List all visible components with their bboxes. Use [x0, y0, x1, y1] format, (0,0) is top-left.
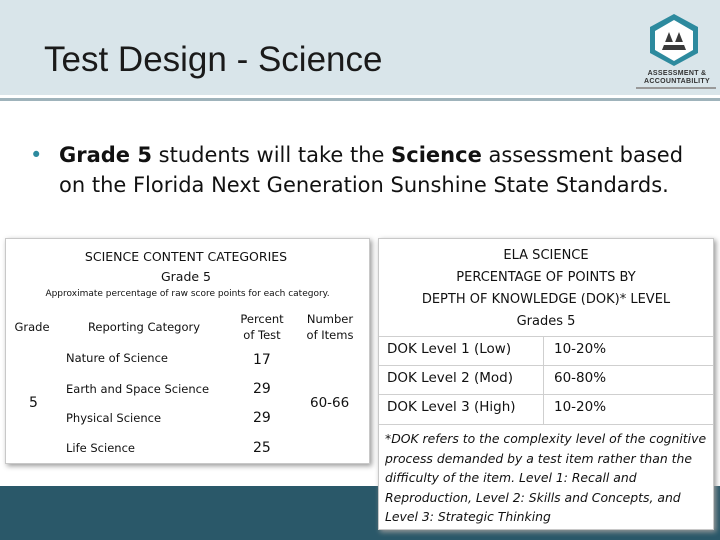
- table-row-category: Life Science: [66, 441, 135, 455]
- dok-level: DOK Level 2 (Mod): [387, 370, 513, 386]
- dok-row: [379, 394, 713, 425]
- science-table-title: [66, 247, 306, 287]
- dok-separator: [543, 366, 544, 395]
- bullet-text: [59, 140, 699, 200]
- science-table-note: Approximate percentage of raw score points for each category.: [45, 289, 330, 299]
- col-header-percent: Percent of Test: [240, 312, 284, 342]
- slide-header: [0, 0, 720, 102]
- table-row-category: Physical Science: [66, 411, 162, 425]
- grade-value: 5: [29, 395, 38, 411]
- table-row-percent: 25: [253, 440, 271, 456]
- dok-levels-panel: [378, 238, 714, 530]
- bullet-seg-grade: Grade 5: [59, 143, 152, 167]
- dok-separator: [543, 337, 544, 366]
- bullet-seg-1: students will take the: [151, 143, 392, 167]
- dok-title-line4: Grades 5: [516, 314, 576, 329]
- logo-underline: [636, 87, 716, 89]
- dok-level: DOK Level 3 (High): [387, 399, 516, 415]
- science-categories-table: [5, 238, 370, 464]
- science-table-title-line2: Grade 5: [160, 269, 212, 284]
- col-header-category: Reporting Category: [87, 320, 201, 334]
- bullet-seg-science: Science: [391, 143, 482, 167]
- table-row-percent: 17: [253, 352, 271, 368]
- science-table-title-line1: SCIENCE CONTENT CATEGORIES: [84, 249, 288, 264]
- dok-level: DOK Level 1 (Low): [387, 341, 512, 357]
- dok-title-line1: ELA SCIENCE: [503, 248, 589, 263]
- col-header-items: Number of Items: [306, 312, 354, 342]
- dok-footnote: *DOK refers to the complexity level of the cognitive process demanded by a test item rather than the difficulty of the item. Level 1: Recall and Reproduction, Level 2: Skills and Concepts, and Level 3: Strategic Thinking: [385, 431, 707, 524]
- table-row-percent: 29: [253, 381, 271, 397]
- col-header-grade: Grade: [14, 320, 50, 334]
- dok-title-line2: PERCENTAGE OF POINTS BY: [456, 270, 636, 285]
- table-row-category: Nature of Science: [66, 351, 168, 365]
- dok-row: [379, 336, 713, 366]
- bullet-icon: •: [30, 143, 43, 167]
- header-divider: [0, 98, 720, 101]
- dok-range: 10-20%: [554, 341, 607, 357]
- dok-range: 60-80%: [554, 370, 607, 386]
- items-value: 60-66: [310, 395, 350, 411]
- dok-title-line3: DEPTH OF KNOWLEDGE (DOK)* LEVEL: [421, 292, 671, 307]
- dok-row: [379, 365, 713, 395]
- table-row-percent: 29: [253, 410, 271, 426]
- dok-panel-title: [379, 245, 713, 333]
- logo-org-name: ASSESSMENT & ACCOUNTABILITY: [644, 70, 710, 85]
- page-title: Test Design - Science: [44, 40, 383, 79]
- dok-separator: [543, 395, 544, 424]
- table-row-category: Earth and Space Science: [66, 382, 210, 396]
- dok-range: 10-20%: [554, 399, 607, 415]
- bullet-seg-3: assessment based on the Florida Next Generation Sunshine State Standards.: [59, 143, 684, 197]
